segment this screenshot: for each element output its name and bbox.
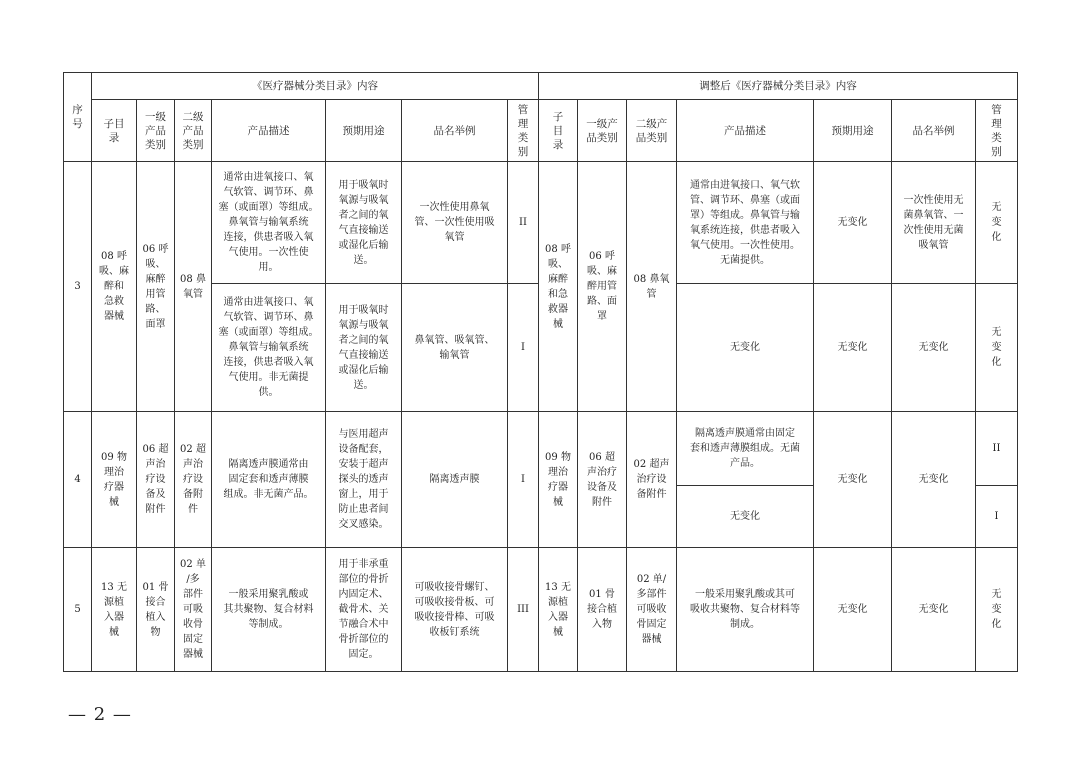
table-cell-subdir: 09 物 理治 疗器 械 <box>92 412 137 548</box>
table-cell-cat1: 06 呼 吸、 麻醉 用管 路、 面罩 <box>137 162 175 412</box>
table-cell-r-mgmt: 无 变 化 <box>976 548 1018 672</box>
table-cell-r-subdir: 08 呼 吸、 麻醉 和急 救器 械 <box>539 162 578 412</box>
table-cell-use: 用于吸氧时 氧源与吸氧 者之间的氧 气直接输送 或湿化后输 送。 <box>326 162 402 284</box>
table-cell-r-mgmt: 无 变 化 <box>976 162 1018 284</box>
table-cell-r-desc: 通常由进氧接口、氧气软 管、调节环、鼻塞（或面 罩）等组成。鼻氧管与输 氧系统连接，供患者吸入 氧气使用。一次性使用。 无菌提供。 <box>677 162 814 284</box>
table-cell-r-cat1: 06 呼 吸、麻 醉用管 路、面 罩 <box>578 162 627 412</box>
table-cell-examples: 隔离透声膜 <box>402 412 508 548</box>
table-cell-mgmt: I <box>508 284 539 412</box>
adjusted-catalog-header: 调整后《医疗器械分类目录》内容 <box>539 73 1018 100</box>
table-cell-r-desc: 无变化 <box>677 284 814 412</box>
table-cell-r-use: 无变化 <box>814 284 892 412</box>
r-col-subdir-header: 子 目 录 <box>539 100 578 162</box>
r-col-cat1-header: 一级产 品类别 <box>578 100 627 162</box>
table-cell-use: 用于非承重 部位的骨折 内固定术、 截骨术、关 节融合术中 骨折部位的 固定。 <box>326 548 402 672</box>
table-cell-r-desc: 隔离透声膜通常由固定 套和透声薄膜组成。无菌 产品。 <box>677 412 814 486</box>
r-col-mgmt-header: 管 理 类 别 <box>976 100 1018 162</box>
table-cell-r-desc: 无变化 <box>677 486 814 548</box>
table-cell-seq: 4 <box>64 412 92 548</box>
col-cat1-header: 一级 产品 类别 <box>137 100 175 162</box>
col-mgmt-header: 管 理 类 别 <box>508 100 539 162</box>
table-cell-r-cat1: 06 超 声治疗 设备及 附件 <box>578 412 627 548</box>
table-cell-r-examples: 一次性使用无 菌鼻氧管、一 次性使用无菌 吸氧管 <box>892 162 976 284</box>
table-cell-mgmt: I <box>508 412 539 548</box>
table-cell-use: 用于吸氧时 氧源与吸氧 者之间的氧 气直接输送 或湿化后输 送。 <box>326 284 402 412</box>
table-cell-r-use: 无变化 <box>814 548 892 672</box>
table-cell-r-examples: 无变化 <box>892 548 976 672</box>
col-seq-header: 序 号 <box>64 73 92 162</box>
col-use-header: 预期用途 <box>326 100 402 162</box>
page-number: — 2 — <box>68 704 132 725</box>
table-cell-cat2: 02 超 声治 疗设 备附 件 <box>175 412 212 548</box>
table-cell-r-subdir: 09 物 理治 疗器 械 <box>539 412 578 548</box>
table-cell-subdir: 13 无 源植 入器 械 <box>92 548 137 672</box>
table-cell-r-cat2: 02 单/ 多部件 可吸收 骨固定 器械 <box>627 548 677 672</box>
table-cell-examples: 可吸收接骨螺钉、 可吸收接骨板、可 吸收接骨棒、可吸 收板钉系统 <box>402 548 508 672</box>
table-cell-examples: 一次性使用鼻氧 管、一次性使用吸 氧管 <box>402 162 508 284</box>
table-cell-subdir: 08 呼 吸、麻 醉和 急救 器械 <box>92 162 137 412</box>
table-cell-desc: 通常由进氧接口、氧 气软管、调节环、鼻 塞（或面罩）等组成。 鼻氧管与输氧系统 连接，供患者吸入氧 气使用。非无菌提 供。 <box>212 284 326 412</box>
table-cell-r-mgmt: 无 变 化 <box>976 284 1018 412</box>
table-cell-r-subdir: 13 无 源植 入器 械 <box>539 548 578 672</box>
r-col-use-header: 预期用途 <box>814 100 892 162</box>
table-cell-r-cat1: 01 骨 接合植 入物 <box>578 548 627 672</box>
table-cell-cat1: 01 骨 接合 植入 物 <box>137 548 175 672</box>
table-cell-r-cat2: 02 超声 治疗设 备附件 <box>627 412 677 548</box>
table-cell-cat1: 06 超 声治 疗设 备及 附件 <box>137 412 175 548</box>
table-cell-cat2: 08 鼻 氧管 <box>175 162 212 412</box>
r-col-cat2-header: 二级产 品类别 <box>627 100 677 162</box>
col-cat2-header: 二级 产品 类别 <box>175 100 212 162</box>
table-cell-r-mgmt: II <box>976 412 1018 486</box>
table-cell-desc: 通常由进氧接口、氧 气软管、调节环、鼻 塞（或面罩）等组成。 鼻氧管与输氧系统 连接，供患者吸入氧 气使用。一次性使 用。 <box>212 162 326 284</box>
table-cell-mgmt: II <box>508 162 539 284</box>
col-examples-header: 品名举例 <box>402 100 508 162</box>
table-cell-use: 与医用超声 设备配套， 安装于超声 探头的透声 窗上，用于 防止患者间 交叉感染。 <box>326 412 402 548</box>
table-cell-r-examples: 无变化 <box>892 284 976 412</box>
table-cell-r-use: 无变化 <box>814 162 892 284</box>
r-col-desc-header: 产品描述 <box>677 100 814 162</box>
table-cell-seq: 3 <box>64 162 92 412</box>
table-cell-examples: 鼻氧管、吸氧管、 输氧管 <box>402 284 508 412</box>
table-cell-r-examples: 无变化 <box>892 412 976 548</box>
table-cell-mgmt: III <box>508 548 539 672</box>
col-subdir-header: 子目 录 <box>92 100 137 162</box>
table-cell-r-cat2: 08 鼻氧 管 <box>627 162 677 412</box>
table-cell-seq: 5 <box>64 548 92 672</box>
table-cell-desc: 一般采用聚乳酸或 其共聚物、复合材料 等制成。 <box>212 548 326 672</box>
table-cell-r-use: 无变化 <box>814 412 892 548</box>
table-cell-desc: 隔离透声膜通常由 固定套和透声薄膜 组成。非无菌产品。 <box>212 412 326 548</box>
classification-table <box>63 72 1018 672</box>
r-col-examples-header: 品名举例 <box>892 100 976 162</box>
table-cell-cat2: 02 单 /多 部件 可吸 收骨 固定 器械 <box>175 548 212 672</box>
table-cell-r-mgmt: I <box>976 486 1018 548</box>
col-desc-header: 产品描述 <box>212 100 326 162</box>
table-cell-r-desc: 一般采用聚乳酸或其可 吸收共聚物、复合材料等 制成。 <box>677 548 814 672</box>
original-catalog-header: 《医疗器械分类目录》内容 <box>92 73 539 100</box>
